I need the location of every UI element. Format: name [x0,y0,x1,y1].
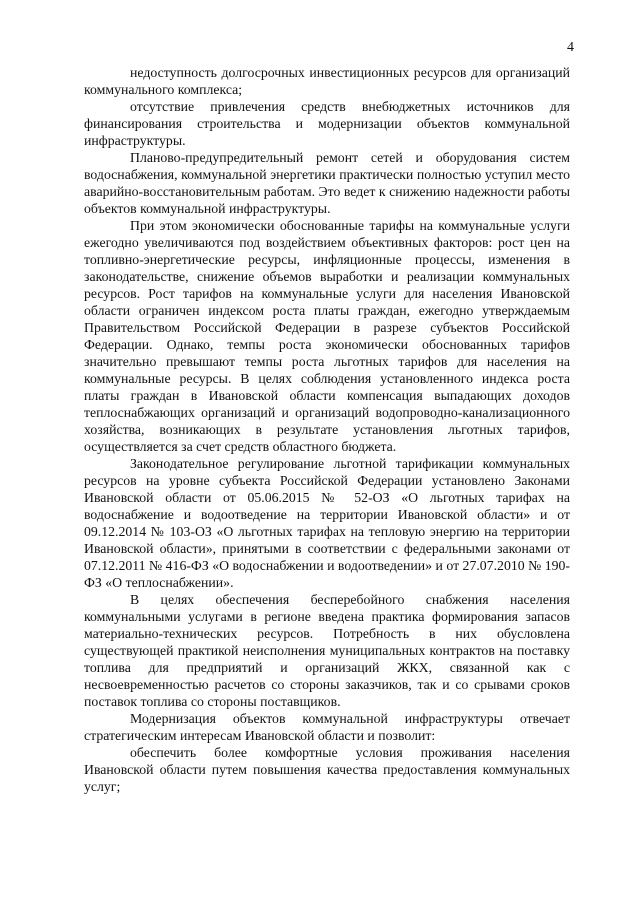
paragraph-4: При этом экономически обоснованные тарифы на коммунальные услуги ежегодно увеличиваются под воздействием объективных факторов: рост цен на топливно-энергетические ресурсы, инфляционные процессы, изменения в законодательстве, снижение объемов выработки и реализации коммунальных ресурсов. Рост тарифов на коммунальные услуги для населения Ивановской области ограничен индексом роста платы граждан, ежегодно утверждаемым Правительством Российской Федерации в разрезе субъектов Российской Федерации. Однако, темпы роста экономически обоснованных тарифов значительно превышают темпы роста льготных тарифов для населения на коммунальные ресурсы. В целях соблюдения установленного индекса роста платы граждан в Ивановской области компенсация выпадающих доходов теплоснабжающих организаций и организаций водопроводно-канализационного хозяйства, возникающих в результате установления льготных тарифов, осуществляется за счет средств областного бюджета. [84,218,570,454]
page-number: 4 [567,40,574,55]
paragraph-8: обеспечить более комфортные условия проживания населения Ивановской области путем повышения качества предоставления коммунальных услуг; [84,745,570,794]
paragraph-1: недоступность долгосрочных инвестиционных ресурсов для организаций коммунального комплекса; [84,65,570,97]
document-body [84,64,570,795]
paragraph-5: Законодательное регулирование льготной тарификации коммунальных ресурсов на уровне субъекта Российской Федерации установлено Законами Ивановской области от 05.06.2015 № 52-ОЗ «О льготных тарифах на водоснабжение и водоотведение на территории Ивановской области» и от 09.12.2014 № 103-ОЗ «О льготных тарифах на тепловую энергию на территории Ивановской области», принятыми в соответствии с федеральными законами от 07.12.2011 № 416-ФЗ «О водоснабжении и водоотведении» и от 27.07.2010 № 190-ФЗ «О теплоснабжении». [84,456,570,590]
paragraph-3: Планово-предупредительный ремонт сетей и оборудования систем водоснабжения, коммунальной энергетики практически полностью уступил место аварийно-восстановительным работам. Это ведет к снижению надежности работы объектов коммунальной инфраструктуры. [84,150,570,216]
paragraph-6: В целях обеспечения бесперебойного снабжения населения коммунальными услугами в регионе введена практика формирования запасов материально-технических ресурсов. Потребность в них обусловлена существующей практикой неисполнения муниципальных контрактов на поставку топлива для предприятий и организаций ЖКХ, связанной как с несвоевременностью расчетов со стороны заказчиков, так и со срывами сроков поставок топлива со стороны поставщиков. [84,592,570,709]
paragraph-7: Модернизация объектов коммунальной инфраструктуры отвечает стратегическим интересам Ивановской области и позволит: [84,711,570,743]
paragraph-2: отсутствие привлечения средств внебюджетных источников для финансирования строительства и модернизации объектов коммунальной инфраструктуры. [84,99,570,148]
